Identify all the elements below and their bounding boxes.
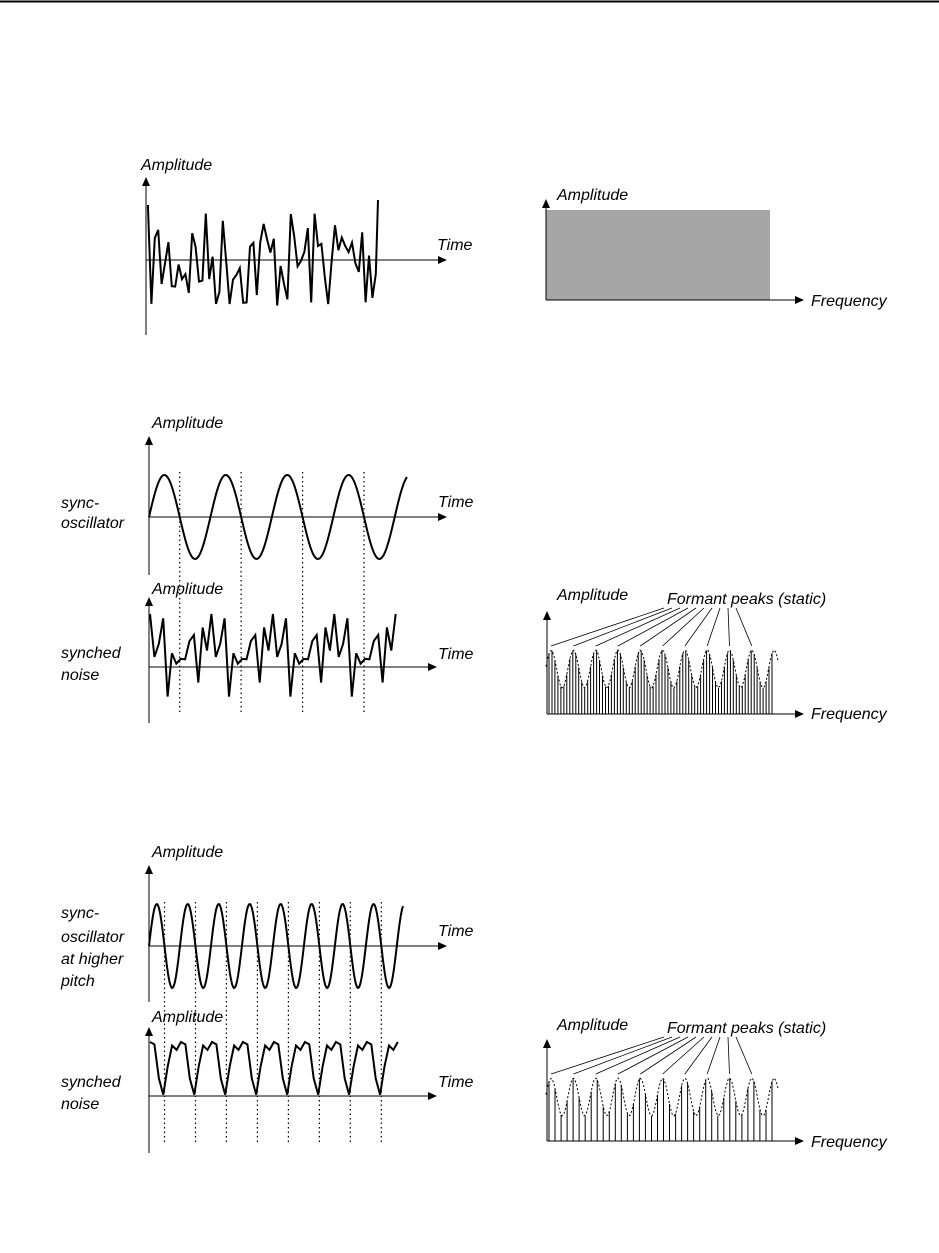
formant-leader-line <box>707 1037 720 1074</box>
formant-leader-line <box>573 1037 672 1074</box>
synched-noise-waveform-high <box>150 1042 398 1095</box>
noise-time-x-label: Time <box>437 237 473 254</box>
noise-time-y-label: Amplitude <box>141 157 213 174</box>
spectrum-low-x-label: Frequency <box>811 706 887 723</box>
formant-leader-line <box>728 1037 730 1074</box>
harmonic-bars <box>549 650 772 714</box>
sync-high-noise-label: synched noise <box>61 1074 121 1113</box>
formant-leader-line <box>728 608 730 646</box>
formant-leader-line <box>736 1037 752 1074</box>
spectrum-low-annotation: Formant peaks (static) <box>667 591 827 608</box>
sync-low-noise-x-label: Time <box>438 646 474 663</box>
formant-leader-line <box>685 608 712 646</box>
noise-time-panel <box>140 157 473 335</box>
sync-low-osc-label: sync- oscillator <box>61 495 125 532</box>
sync-high-osc-label: sync- oscillator at higher pitch <box>61 905 125 990</box>
sync-high-osc-x-label: Time <box>438 923 474 940</box>
spectrum-high-annotation: Formant peaks (static) <box>667 1020 827 1037</box>
sync-low-noise-label: synched noise <box>61 645 121 684</box>
noise-spectrum-x-label: Frequency <box>811 293 887 310</box>
formant-leader-line <box>618 608 688 646</box>
spectrum-low-y-label: Amplitude <box>557 587 629 604</box>
sync-low-panel <box>61 415 474 723</box>
noise-spectrum-panel <box>546 187 888 310</box>
formant-leader-lines-high <box>551 1037 752 1074</box>
sync-high-noise-x-label: Time <box>438 1074 474 1091</box>
formant-leader-line <box>736 608 752 646</box>
formant-leader-lines <box>551 608 752 646</box>
synched-noise-waveform <box>150 614 396 697</box>
noise-spectrum-y-label: Amplitude <box>557 187 629 204</box>
noise-waveform <box>148 200 378 306</box>
sync-low-osc-x-label: Time <box>438 494 474 511</box>
spectrum-low-panel <box>546 587 888 723</box>
spectrum-high-x-label: Frequency <box>811 1134 887 1151</box>
formant-leader-line <box>707 608 720 646</box>
spectrum-high-y-label: Amplitude <box>557 1017 629 1034</box>
sync-high-panel <box>60 844 474 1153</box>
sync-high-noise-y-label: Amplitude <box>152 1009 224 1026</box>
sync-high-osc-y-label: Amplitude <box>152 844 224 861</box>
formant-leader-line <box>618 1037 688 1074</box>
sync-low-osc-y-label: Amplitude <box>152 415 224 432</box>
formant-leader-line <box>573 608 672 646</box>
formant-leader-line <box>685 1037 712 1074</box>
harmonic-bars-high <box>549 1078 772 1141</box>
flat-spectrum-area <box>546 210 770 300</box>
formant-envelope-high <box>546 1078 778 1116</box>
spectrum-high-panel <box>546 1017 888 1151</box>
sync-low-noise-y-label: Amplitude <box>152 581 224 598</box>
